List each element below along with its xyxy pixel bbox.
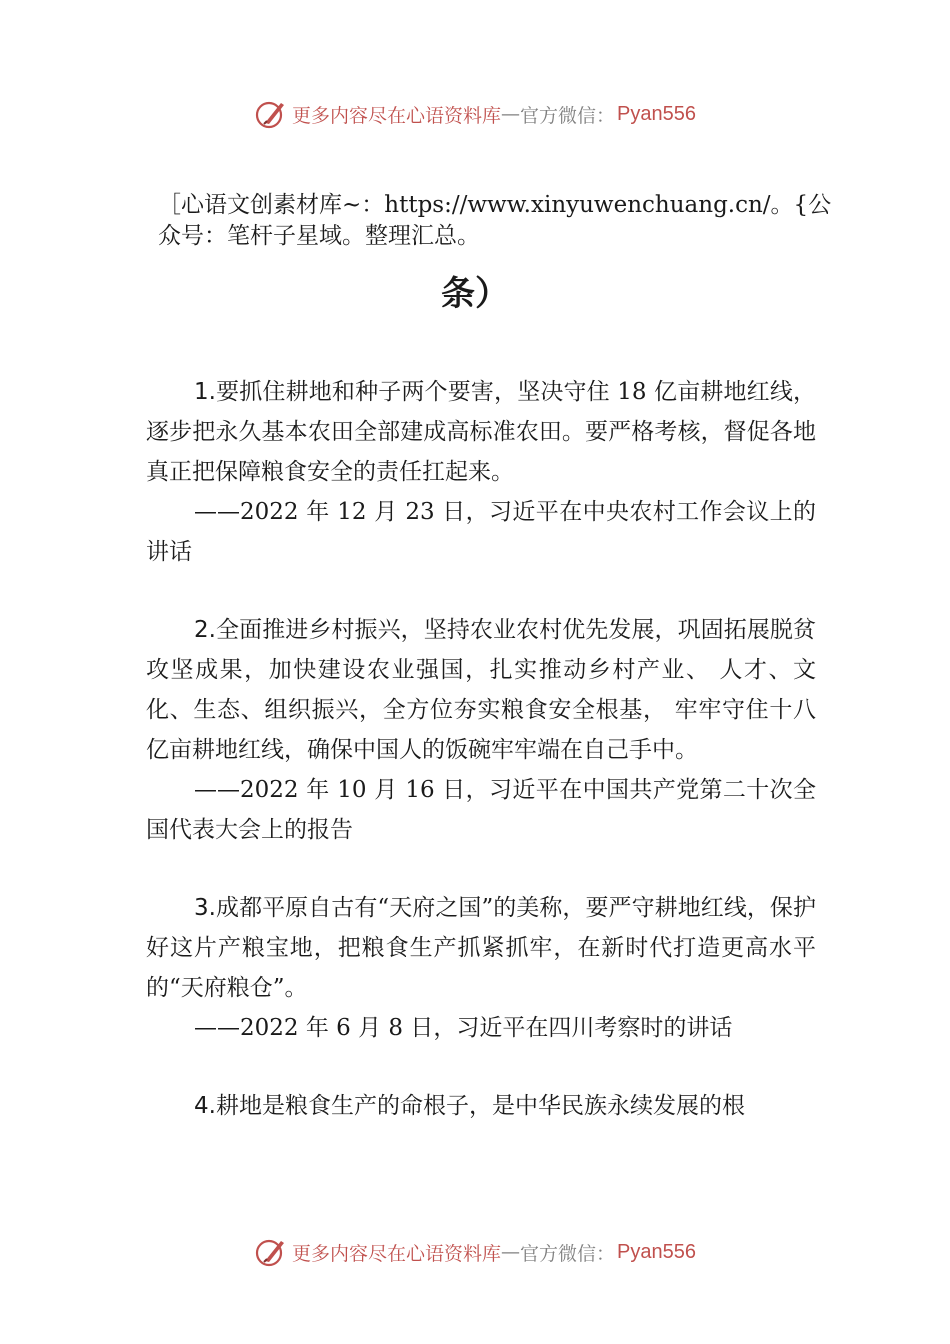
banner-separator: — [501, 1241, 521, 1263]
quote-number: 4. [194, 1093, 216, 1119]
banner-wechat-id: Pyan556 [617, 1240, 696, 1263]
quote-text: 耕地是粮食生产的命根子，是中华民族永续发展的根 [215, 1093, 745, 1119]
quote-list [146, 372, 816, 1164]
quote-attribution: ——2022 年 6 月 8 日，习近平在四川考察时的讲话 [194, 1015, 733, 1041]
banner-wechat-id: Pyan556 [617, 102, 696, 125]
quote-entry-1 [146, 372, 816, 572]
banner-label: 官方微信： [520, 1242, 616, 1265]
quote-body [146, 610, 816, 770]
quote-body [146, 1086, 816, 1126]
header-banner [0, 94, 950, 134]
quote-body [146, 372, 816, 492]
quote-number: 2. [194, 617, 216, 643]
source-note: ［心语文创素材库~：https://www.xinyuwenchuang.cn/。{公众号：笔杆子星域。整理汇总。 [158, 192, 832, 249]
banner-label: 官方微信： [520, 104, 616, 127]
quote-text: 成都平原自古有“天府之国”的美称，要严守耕地红线，保护好这片产粮宝地，把粮食生产抓紧抓牢，在新时代打造更高水平的“天府粮仓”。 [146, 895, 816, 1001]
quote-entry-3 [146, 888, 816, 1048]
quote-number: 3. [194, 895, 216, 921]
quote-attribution: ——2022 年 10 月 16 日，习近平在中国共产党第二十次全国代表大会上的报告 [146, 777, 816, 843]
quote-attribution: ——2022 年 12 月 23 日，习近平在中央农村工作会议上的讲话 [146, 499, 816, 565]
quote-entry-2 [146, 610, 816, 850]
quote-entry-4 [146, 1086, 816, 1126]
quill-pen-icon [254, 1235, 288, 1269]
section-heading: 条） [441, 274, 509, 314]
quill-pen-icon [254, 97, 288, 131]
quote-text: 要抓住耕地和种子两个要害，坚决守住 18 亿亩耕地红线，逐步把永久基本农田全部建成高标准农田。要严格考核，督促各地真正把保障粮食安全的责任扛起来。 [146, 379, 816, 485]
footer-banner [0, 1232, 950, 1272]
banner-brand-text: 更多内容尽在心语资料库 [292, 1242, 502, 1265]
quote-body [146, 888, 816, 1008]
quote-text: 全面推进乡村振兴，坚持农业农村优先发展，巩固拓展脱贫攻坚成果，加快建设农业强国，扎实推动乡村产业、 人才、文化、生态、组织振兴，全方位夯实粮食安全根基， 牢牢守住十八亿亩耕地红线，确保中国人的饭碗牢牢端在自己手中。 [146, 617, 816, 763]
quote-number: 1. [194, 379, 216, 405]
banner-brand-text: 更多内容尽在心语资料库 [292, 104, 502, 127]
banner-separator: — [501, 103, 521, 125]
